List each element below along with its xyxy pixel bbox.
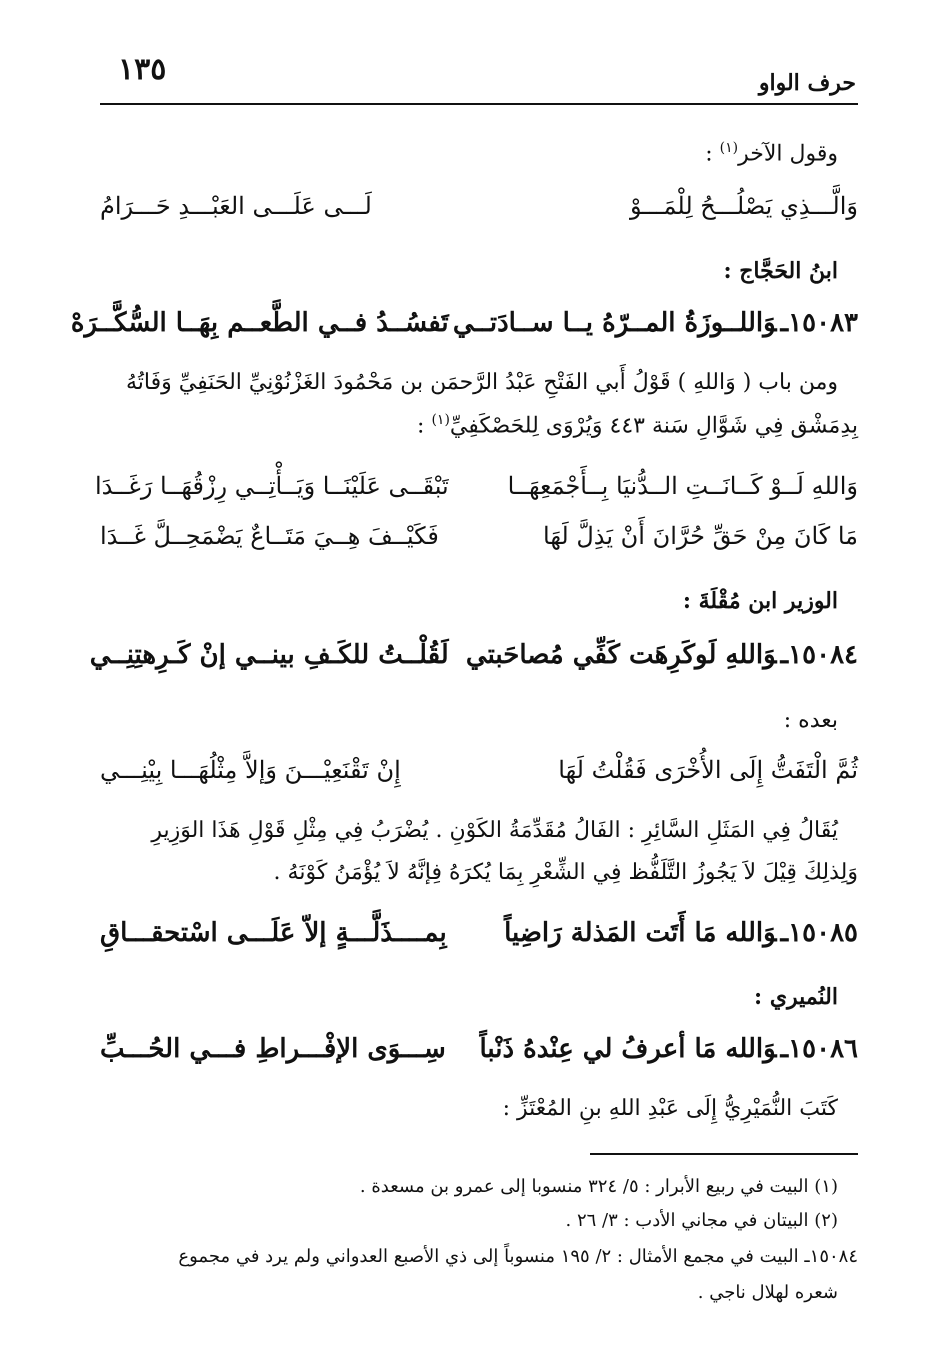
prose-line: ومن باب ( وَاللهِ ) قَوْلُ أَبي الفَتْحِ عَبْدُ الرَّحمَن بن مَحْمُودَ الغَزْنُوْنِيِّ الحَنَفِيِّ وَفَاتُهُ bbox=[126, 370, 838, 395]
numbered-verse bbox=[100, 1034, 858, 1064]
footnote: (١) البيت في ربيع الأبرار : ٥/ ٣٢٤ منسوبا إلى عمرو بن مسعدة . bbox=[359, 1176, 838, 1197]
prose-tail: : bbox=[417, 413, 432, 439]
verse bbox=[94, 472, 858, 500]
footnote: (٢) البيتان في مجاني الأدب : ٣/ ٢٦ . bbox=[565, 1210, 838, 1231]
verse-second-hemistich: تَفسُــدُ فــي الطَّعــم بِهَــا السُّكَّــرَهْ bbox=[70, 308, 449, 338]
verse-first-hemistich bbox=[479, 1034, 858, 1064]
verse-number: ١٥٠٨٤ـ bbox=[780, 640, 858, 670]
verse-second-hemistich: فَكَيْــفَ هِــيَ مَتَــاعٌ يَضْمَحِــلَّ غَــدَا bbox=[100, 522, 439, 550]
verse-first-hemistich bbox=[504, 918, 858, 948]
prose-line bbox=[100, 412, 858, 438]
verse-first-text: وَالله مَا أَتَت المَذلة رَاضِياً bbox=[504, 918, 777, 948]
prose-line: يُقَالُ فِي المَثَلِ السَّائِرِ : الفَالُ مُقَدِّمَةُ الكَوْنِ . يُضْرَبُ فِي مِثْلِ قَوْلِ هَذَا الوَزِيرِ bbox=[151, 818, 838, 843]
verse-second-hemistich: لَقُلْــتُ للكَـفِ بينــي إنْ كَـرِهتِنِــي bbox=[89, 640, 449, 670]
verse-first-text: وَاللهِ لَوكَرِهَت كَفِّي مُصاحَبتي bbox=[465, 640, 777, 670]
verse-first-hemistich: مَا كَانَ مِنْ حَقِّ حُرَّانَ أَنْ يَذِلَّ لَهَا bbox=[543, 522, 858, 550]
verse-first-hemistich: وَاللهِ لَــوْ كَــانَــتِ الــدُّنيَا بِــأَجْمَعِهَــا bbox=[507, 472, 858, 500]
numbered-verse bbox=[70, 308, 858, 338]
verse-first-text: وَاللــوزَةُ المــرّهُ يــا ســادَتــي bbox=[452, 308, 777, 338]
poet-name: الوزير ابن مُقْلَةَ : bbox=[682, 588, 838, 614]
intro-line bbox=[100, 140, 838, 166]
footnote: شعره لهلال ناجي . bbox=[697, 1282, 838, 1303]
verse-number: ١٥٠٨٣ـ bbox=[780, 308, 858, 338]
verse-first-text: وَالله مَا أعرفُ لي عِنْدهُ ذَنْباً bbox=[479, 1034, 777, 1064]
verse-second-hemistich: تَبْقَــى عَلَيْنَــا وَيَــأْتِــي رِزْقُهَــا رَغَــدَا bbox=[94, 472, 449, 500]
intro-text: وقول الآخر bbox=[738, 141, 838, 167]
poet-name: النُميري : bbox=[754, 984, 838, 1010]
footnote: ١٥٠٨٤ـ البيت في مجمع الأمثال : ٢/ ١٩٥ منسوباً إلى ذي الأصبع العدواني ولم يرد في مجموع bbox=[178, 1246, 858, 1267]
verse-first-hemistich: وَالَّـــذِي يَصْلُـــحُ لِلْمَـــوْ bbox=[630, 192, 858, 220]
poet-name: ابنُ الحَجَّاج : bbox=[723, 258, 838, 284]
intro-line: بعده : bbox=[783, 708, 838, 733]
verse bbox=[100, 756, 858, 784]
header-rule bbox=[100, 103, 858, 105]
footnote-rule bbox=[590, 1153, 858, 1155]
verse-second-hemistich: بِمــــذَلَّـــةٍ إلاّ عَلَـــى اسْتحقـــاقِ bbox=[100, 918, 447, 948]
verse bbox=[100, 522, 858, 550]
numbered-verse bbox=[100, 918, 858, 948]
intro-tail: : bbox=[705, 141, 720, 167]
verse-number: ١٥٠٨٦ـ bbox=[780, 1034, 858, 1064]
verse-second-hemistich: سِـــوَى الإفْـــراطِ فـــي الحُـــبِّ bbox=[100, 1034, 446, 1064]
section-title: حرف الواو bbox=[758, 70, 856, 96]
footnote-ref: (١) bbox=[719, 140, 739, 156]
intro-line: كَتَبَ النُّمَيْرِيُّ إِلَى عَبْدِ اللهِ بنِ المُعْتَزِّ : bbox=[502, 1096, 838, 1121]
verse-first-hemistich: ثُمَّ الْتَفَتُّ إِلَى الأُخْرَى فَقُلْتُ لَهَا bbox=[558, 756, 858, 784]
verse-second-hemistich: إِنْ تَقْنَعِيْـــنَ وَإلاَّ مِثْلُهَـــا بِيْنِـــي bbox=[100, 756, 401, 784]
verse-second-hemistich: لَـــى عَلَـــى العَبْـــدِ حَـــرَامُ bbox=[100, 192, 372, 220]
verse bbox=[100, 192, 858, 220]
verse-first-hemistich bbox=[452, 308, 858, 338]
verse-first-hemistich bbox=[465, 640, 858, 670]
numbered-verse bbox=[89, 640, 858, 670]
prose-line: وَلِذلِكَ قِيْلَ لاَ يَجُوزُ التَّلَفُّظ فِي الشِّعْرِ بِمَا يُكرَهُ فِإنَّهُ لاَ يُؤْمَنُ كَوْنَهُ . bbox=[273, 860, 858, 885]
page-number: ١٣٥ bbox=[118, 52, 167, 87]
verse-number: ١٥٠٨٥ـ bbox=[780, 918, 858, 948]
footnote-ref: (١) bbox=[431, 412, 450, 428]
prose-text: بِدِمَشْق فِي شَوَّالِ سَنة ٤٤٣ وَيُرْوَى لِلحَصْكَفِيِّ bbox=[449, 413, 858, 439]
